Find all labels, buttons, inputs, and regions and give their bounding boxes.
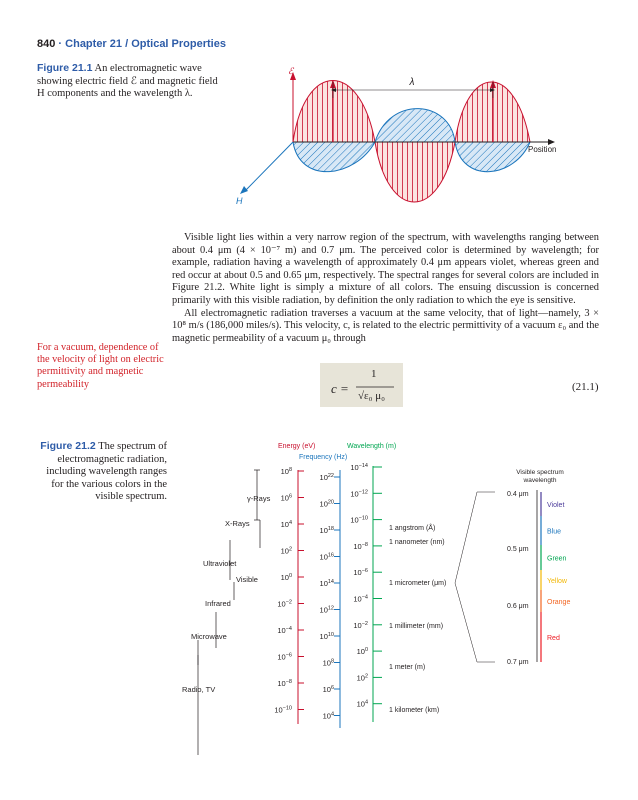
- visible-expansion-lines: [455, 492, 495, 662]
- unit-angstrom: 1 angstrom (Å): [389, 525, 436, 532]
- equation-numerator: 1: [371, 368, 377, 380]
- frequency-label-7: $10^8$: [322, 658, 334, 668]
- magnetic-field-label: H: [236, 196, 243, 206]
- figure-21-1-label: Figure 21.1: [37, 62, 93, 74]
- unit-nanometer: 1 nanometer (nm): [389, 539, 445, 546]
- energy-label-0: $10^8$: [280, 467, 292, 476]
- frequency-label-2: $10^{18}$: [319, 526, 334, 535]
- frequency-label-9: $10^4$: [322, 711, 334, 721]
- region-infrared: Infrared: [205, 599, 231, 608]
- energy-label-9: $10^{-10}$: [274, 705, 292, 715]
- wavelength-label-8: $10^2$: [356, 673, 368, 683]
- visible-tick-0.6: 0.6 μm: [507, 603, 529, 610]
- color-label-orange: Orange: [547, 599, 571, 606]
- visible-title-line-1: Visible spectrum: [516, 469, 564, 476]
- color-label-yellow: Yellow: [547, 578, 567, 585]
- header-separator: ·: [58, 38, 63, 50]
- color-label-violet: Violet: [547, 502, 565, 509]
- wavelength-header: Wavelength (m): [347, 443, 397, 450]
- energy-label-8: $10^{-8}$: [277, 679, 292, 688]
- region-visible: Visible: [236, 575, 258, 584]
- header-slash: /: [125, 38, 129, 50]
- region-microwave: Microwave: [191, 632, 227, 641]
- region-radio-tv: Radio, TV: [182, 685, 216, 694]
- color-label-green: Green: [547, 555, 567, 563]
- wavelength-label-5: $10^{-4}$: [353, 594, 368, 604]
- margin-note: For a vacuum, dependence of the velocity of light on electric permittivity and magnetic permeability: [37, 342, 164, 390]
- visible-tick-0.5: 0.5 μm: [507, 546, 529, 553]
- wavelength-label-9: $10^4$: [356, 699, 368, 709]
- wavelength-label-6: $10^{-2}$: [353, 620, 368, 630]
- unit-kilometer: 1 kilometer (km): [389, 707, 440, 714]
- frequency-label-1: $10^{20}$: [319, 499, 334, 509]
- figure-21-2-label: Figure 21.2: [40, 440, 96, 452]
- wavelength-label-7: $10^0$: [356, 647, 368, 657]
- unit-millimeter: 1 millimeter (mm): [389, 623, 444, 630]
- energy-label-3: $10^2$: [280, 546, 292, 556]
- paragraph-1: Visible light lies within a very narrow region of the spectrum, with wavelengths ranging between about 0.4 μm (4 × 10⁻⁷ m) and 0.7 μm. The perceived color is determined by wavelength; for example, radiation having a wavelength of approximately 0.4 μm appears violet, whereas green and red occur at about 0.5 and 0.65 μm, respectively. The spectral ranges for several colors are included in Figure 21.2. White light is simply a mixture of all colors. The ensuing discussion is concerned primarily with this visible radiation, by definition the only radiation to which the eye is sensitive.: [172, 232, 599, 306]
- region-brackets: [198, 470, 260, 755]
- energy-header: Energy (eV): [278, 443, 316, 450]
- color-label-blue: Blue: [547, 528, 562, 536]
- wavelength-label-3: $10^{-8}$: [353, 541, 368, 551]
- visible-title-line-2: wavelength: [523, 477, 557, 484]
- energy-label-2: $10^4$: [280, 520, 292, 529]
- equation-number: (21.1): [572, 381, 599, 393]
- energy-label-5: $10^{-2}$: [277, 599, 292, 609]
- page-number: 840: [37, 38, 56, 50]
- region-x-rays: X-Rays: [225, 519, 250, 528]
- wavelength-label-4: $10^{-6}$: [353, 568, 368, 578]
- frequency-label-4: $10^{14}$: [319, 579, 334, 588]
- equation-denominator: √ε₀ μ₀: [358, 390, 385, 402]
- wavelength-label: λ: [409, 77, 415, 88]
- chapter-title: Optical Properties: [131, 38, 226, 50]
- region-ultraviolet: Ultraviolet: [203, 559, 237, 568]
- chapter-label: Chapter 21: [65, 38, 123, 50]
- wavelength-label-0: $10^{-14}$: [350, 463, 368, 472]
- visible-tick-0.4: 0.4 μm: [507, 491, 529, 498]
- energy-label-4: $10^0$: [280, 573, 292, 582]
- energy-label-6: $10^{-4}$: [277, 626, 292, 635]
- position-label: Position: [528, 145, 557, 154]
- frequency-label-8: $10^6$: [322, 685, 334, 694]
- figure-21-2-text: The spectrum of electromagnetic radiation, including wavelength ranges for the various colors in the visible spectrum.: [46, 441, 167, 503]
- color-label-red: Red: [547, 635, 560, 642]
- region-gamma-rays: γ-Rays: [247, 494, 271, 503]
- unit-micrometer: 1 micrometer (μm): [389, 580, 447, 587]
- frequency-header: Frequency (Hz): [299, 454, 348, 461]
- energy-label-7: $10^{-6}$: [277, 652, 292, 662]
- paragraph-2: All electromagnetic radiation traverses a vacuum at the same velocity, that of light—namely, 3 × 10⁸ m/s (186,000 miles/s). This velocity, c, is related to the electric permittivity of a vacuum ε₀ and the magnetic permeability of a vacuum μ₀ through: [172, 307, 599, 344]
- frequency-label-5: $10^{12}$: [319, 605, 334, 615]
- wavelength-label-2: $10^{-10}$: [350, 515, 368, 525]
- electric-field-label: ℰ: [288, 66, 294, 76]
- frequency-label-6: $10^{10}$: [319, 632, 334, 641]
- visible-tick-0.7: 0.7 μm: [507, 659, 529, 666]
- equation-lhs: c =: [331, 381, 349, 396]
- unit-meter: 1 meter (m): [389, 664, 426, 671]
- energy-label-1: $10^6$: [280, 493, 292, 503]
- frequency-label-3: $10^{16}$: [319, 552, 334, 562]
- frequency-label-0: $10^{22}$: [319, 473, 334, 482]
- figure-21-1-text: An electromagnetic wave showing electric field ℰ and magnetic field H components and the wavelength λ.: [37, 63, 218, 100]
- wavelength-label-1: $10^{-12}$: [350, 489, 368, 499]
